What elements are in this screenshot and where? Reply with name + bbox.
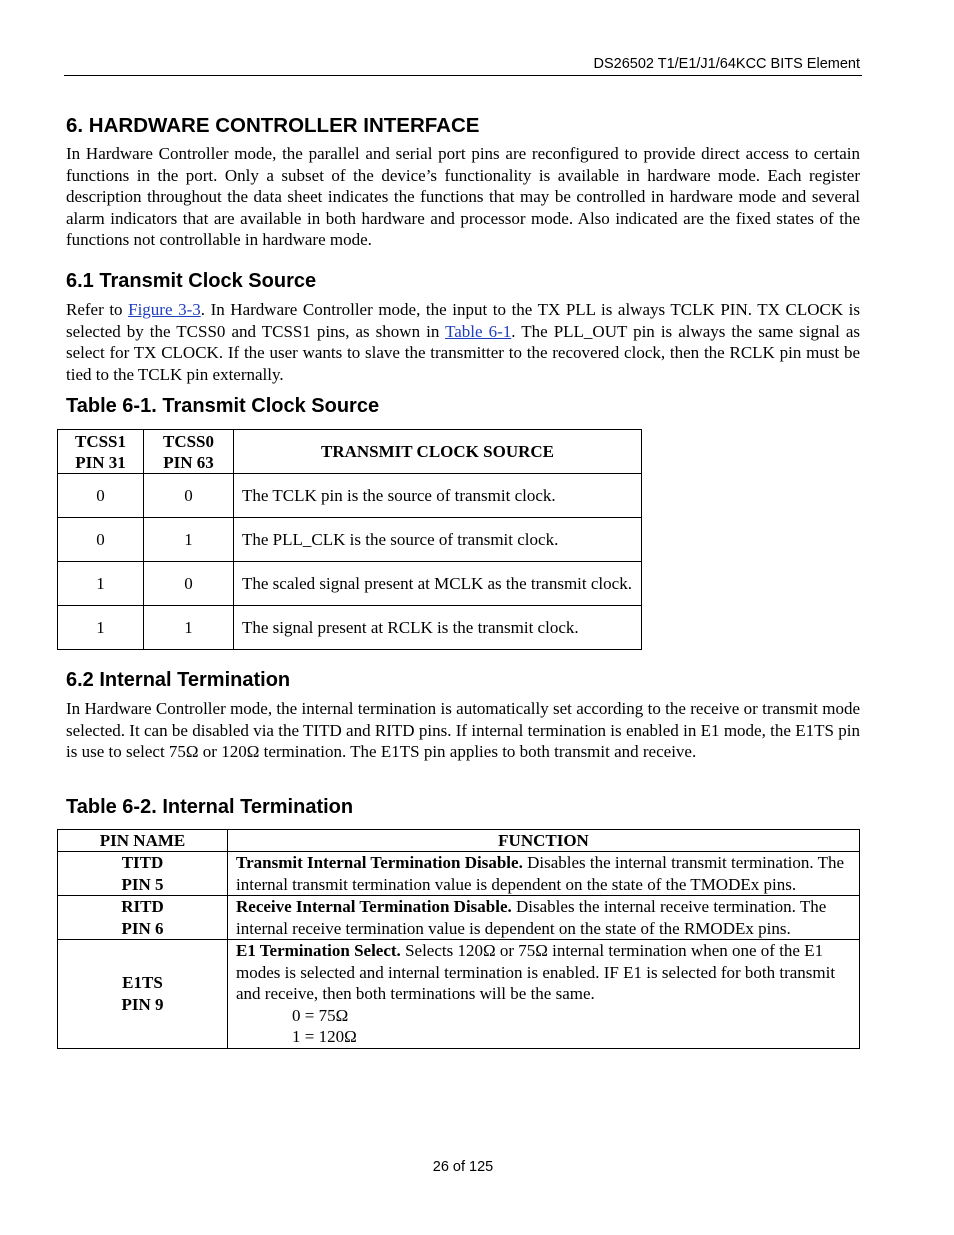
function-cell xyxy=(228,852,860,896)
clock-source-description: The scaled signal present at MCLK as the transmit clock. xyxy=(234,562,642,606)
pin-name-cell: RITD PIN 6 xyxy=(58,896,228,940)
table-row xyxy=(58,940,860,1049)
pin-name-cell: E1TS PIN 9 xyxy=(58,940,228,1049)
function-description: Disables the internal transmit termination. The internal transmit termination value is dependent on the state of the TMODEx pins. xyxy=(236,853,845,894)
table-row xyxy=(58,606,642,650)
body-text: Refer to xyxy=(66,300,129,319)
option-value-0: 0 = 75Ω xyxy=(292,1005,349,1025)
body-text: . In Hardware Controller mode, the input to the TX PLL is always TCLK PIN. TX CLOCK is selected by the TCSS0 and TCSS1 pins, as shown in xyxy=(66,300,861,341)
section-6-1-heading: 6.1 Transmit Clock Source xyxy=(66,270,317,292)
column-header-tcss0: TCSS0 PIN 63 xyxy=(144,430,234,474)
column-header-function: FUNCTION xyxy=(228,830,860,852)
function-cell xyxy=(228,940,860,1049)
tcss0-value: 0 xyxy=(144,562,234,606)
header-rule xyxy=(64,75,862,76)
function-title: Receive Internal Termination Disable. xyxy=(236,897,512,916)
figure-3-3-link[interactable]: Figure 3-3 xyxy=(128,300,201,319)
section-6-2-body: In Hardware Controller mode, the internal termination is automatically set according to the receive or transmit mode selected. It can be disabled via the TITD and RITD pins. If internal termination is enabled in E1 mode, the E1TS pin is use to select 75Ω or 120Ω termination. The E1TS pin applies to both transmit and receive. xyxy=(66,699,860,762)
table-row xyxy=(58,562,642,606)
transmit-clock-source-table xyxy=(57,429,642,650)
table-row xyxy=(58,852,860,896)
clock-source-description: The signal present at RCLK is the transmit clock. xyxy=(234,606,642,650)
table-row xyxy=(58,518,642,562)
tcss1-value: 0 xyxy=(58,518,144,562)
section-6-body: In Hardware Controller mode, the parallel and serial port pins are reconfigured to provide direct access to certain functions in the port. Only a subset of the device’s functionality is available in hardware mode. Each register description throughout the data sheet indicates the functions that may be controlled in hardware mode and several alarm indicators that are available in both hardware and processor mode. Also indicated are the fixed states of the functions not controllable in hardware mode. xyxy=(66,144,860,250)
section-6-heading: 6. HARDWARE CONTROLLER INTERFACE xyxy=(66,114,480,137)
column-header-tcss1: TCSS1 PIN 31 xyxy=(58,430,144,474)
pin-name-cell: TITD PIN 5 xyxy=(58,852,228,896)
table-header-row xyxy=(58,430,642,474)
clock-source-description: The TCLK pin is the source of transmit clock. xyxy=(234,474,642,518)
clock-source-description: The PLL_CLK is the source of transmit clock. xyxy=(234,518,642,562)
function-cell xyxy=(228,896,860,940)
tcss0-value: 0 xyxy=(144,474,234,518)
page-number: 26 of 125 xyxy=(432,1159,494,1175)
table-6-1-link[interactable]: Table 6-1 xyxy=(445,321,512,341)
column-header-source: TRANSMIT CLOCK SOURCE xyxy=(234,430,642,474)
section-6-1-body xyxy=(66,299,860,385)
body-text: . The PLL_OUT pin is always the same signal as select for TX CLOCK. If the user wants to slave the transmitter to the recovered clock, then the RCLK pin must be tied to the TCLK pin externally. xyxy=(66,321,860,384)
table-6-1-title: Table 6-1. Transmit Clock Source xyxy=(66,395,380,417)
table-6-2-title: Table 6-2. Internal Termination xyxy=(66,796,354,818)
function-title: E1 Termination Select. xyxy=(236,941,401,960)
column-header-pin-name: PIN NAME xyxy=(58,830,228,852)
table-header-row xyxy=(58,830,860,852)
function-description: Disables the internal receive termination. The internal receive termination value is dependent on the state of the RMODEx pins. xyxy=(236,897,827,938)
tcss0-value: 1 xyxy=(144,606,234,650)
table-row xyxy=(58,474,642,518)
tcss1-value: 0 xyxy=(58,474,144,518)
internal-termination-table xyxy=(57,829,860,1049)
tcss1-value: 1 xyxy=(58,606,144,650)
tcss1-value: 1 xyxy=(58,562,144,606)
page-header: DS26502 T1/E1/J1/64KCC BITS Element xyxy=(593,56,860,72)
option-value-1: 1 = 120Ω xyxy=(292,1027,357,1046)
section-6-2-heading: 6.2 Internal Termination xyxy=(66,669,291,691)
function-description: Selects 120Ω or 75Ω internal termination when one of the E1 modes is selected and internal termination is enabled. IF E1 is selected for both transmit and receive, then both terminations will be the same. xyxy=(236,941,836,1003)
tcss0-value: 1 xyxy=(144,518,234,562)
function-title: Transmit Internal Termination Disable. xyxy=(236,853,523,872)
table-row xyxy=(58,896,860,940)
